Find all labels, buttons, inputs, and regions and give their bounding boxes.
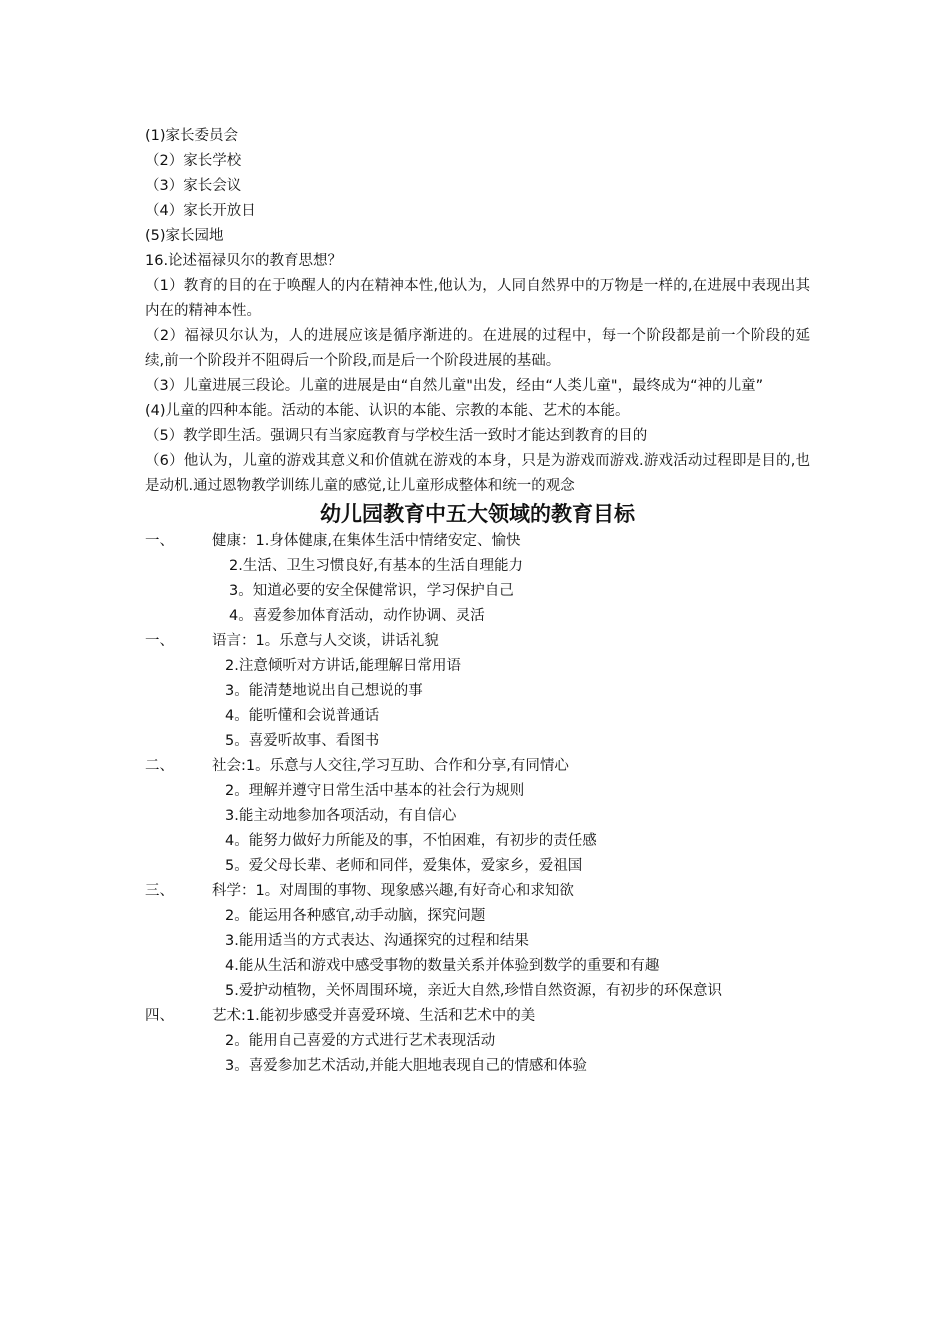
goal-item	[145, 1054, 810, 1079]
goal-text: 3.能主动地参加各项活动，有自信心	[225, 808, 457, 824]
domain-number: 一、	[145, 533, 174, 549]
goal-text: 2。理解并遵守日常生活中基本的社会行为规则	[225, 783, 525, 799]
goal-item	[145, 679, 810, 704]
list-item: （2）家长学校	[145, 153, 242, 169]
goal-item	[145, 779, 810, 804]
domain-society	[145, 754, 810, 879]
goal-text: 5。爱父母长辈、老师和同伴，爱集体，爱家乡，爱祖国	[225, 858, 583, 874]
goal-item	[145, 1029, 810, 1054]
goal-item	[145, 904, 810, 929]
list-item: (1)家长委员会	[145, 128, 239, 144]
goal-text: 3.能用适当的方式表达、沟通探究的过程和结果	[225, 933, 529, 949]
goal-item	[145, 804, 810, 829]
domain-number: 一、	[145, 633, 174, 649]
goal-text: 2.生活、卫生习惯良好,有基本的生活自理能力	[229, 558, 523, 574]
domain-science	[145, 879, 810, 1004]
goal-item	[145, 704, 810, 729]
goal-text: 4.能从生活和游戏中感受事物的数量关系并体验到数学的重要和有趣	[225, 958, 660, 974]
domain-lead-row	[145, 754, 810, 779]
goal-item	[145, 929, 810, 954]
answer-paragraph: (4)儿童的四种本能。活动的本能、认识的本能、宗教的本能、艺术的本能。	[145, 403, 630, 419]
domain-art	[145, 1004, 810, 1079]
goal-item	[145, 729, 810, 754]
goal-text: 4。喜爱参加体育活动，动作协调、灵活	[229, 608, 485, 624]
list-item: (5)家长园地	[145, 228, 224, 244]
domain-lead: 健康：1.身体健康,在集体生活中情绪安定、愉快	[212, 533, 521, 549]
goal-text: 4。能听懂和会说普通话	[225, 708, 380, 724]
goal-text: 3。知道必要的安全保健常识，学习保护自己	[229, 583, 514, 599]
goal-item	[145, 604, 810, 629]
domain-lead-row	[145, 629, 810, 654]
domain-lead: 社会:1。乐意与人交往,学习互助、合作和分享,有同情心	[212, 758, 569, 774]
goal-item	[145, 654, 810, 679]
document-body	[145, 124, 810, 1079]
domain-lead-row	[145, 529, 810, 554]
domain-language	[145, 629, 810, 754]
domain-number: 三、	[145, 883, 174, 899]
answer-paragraph: （1）教育的目的在于唤醒人的内在精神本性,他认为，人同自然界中的万物是一样的,在进展中表现出其内在的精神本性。	[145, 278, 810, 319]
goal-text: 2。能运用各种感官,动手动脑，探究问题	[225, 908, 486, 924]
goal-text: 3。喜爱参加艺术活动,并能大胆地表现自己的情感和体验	[225, 1058, 587, 1074]
goal-item	[145, 954, 810, 979]
goal-item	[145, 554, 810, 579]
answer-paragraph: （6）他认为，儿童的游戏其意义和价值就在游戏的本身，只是为游戏而游戏.游戏活动过程即是目的,也是动机.通过恩物教学训练儿童的感觉,让儿童形成整体和统一的观念	[145, 453, 810, 494]
domain-lead-row	[145, 1004, 810, 1029]
answer-paragraph: （3）儿童进展三段论。儿童的进展是由“自然儿童"出发，经由“人类儿童"，最终成为“神的儿童”	[145, 378, 764, 394]
domain-lead: 科学：1。对周围的事物、现象感兴趣,有好奇心和求知欲	[212, 883, 574, 899]
goal-text: 5。喜爱听故事、看图书	[225, 733, 380, 749]
question-heading: 16.论述福禄贝尔的教育思想？	[145, 253, 343, 269]
list-item: （4）家长开放日	[145, 203, 256, 219]
goal-text: 2.注意倾听对方讲话,能理解日常用语	[225, 658, 461, 674]
goal-item	[145, 579, 810, 604]
domain-number: 二、	[145, 758, 174, 774]
section-title: 幼儿园教育中五大领域的教育目标	[320, 502, 635, 526]
goal-text: 4。能努力做好力所能及的事，不怕困难，有初步的责任感	[225, 833, 597, 849]
domain-health	[145, 529, 810, 629]
goal-item	[145, 854, 810, 879]
goal-text: 5.爱护动植物，关怀周围环境，亲近大自然,珍惜自然资源，有初步的环保意识	[225, 983, 722, 999]
domain-lead: 艺术:1.能初步感受并喜爱环境、生活和艺术中的美	[212, 1008, 536, 1024]
domain-number: 四、	[145, 1008, 174, 1024]
domain-lead-row	[145, 879, 810, 904]
goal-text: 3。能清楚地说出自己想说的事	[225, 683, 423, 699]
goal-item	[145, 979, 810, 1004]
goal-item	[145, 829, 810, 854]
answer-paragraph: （5）教学即生活。强调只有当家庭教育与学校生活一致时才能达到教育的目的	[145, 428, 648, 444]
list-item: （3）家长会议	[145, 178, 242, 194]
answer-paragraph: （2）福禄贝尔认为，人的进展应该是循序渐进的。在进展的过程中，每一个阶段都是前一个阶段的延续,前一个阶段并不阻碍后一个阶段,而是后一个阶段进展的基础。	[145, 328, 810, 369]
answer-list	[145, 274, 810, 499]
domain-lead: 语言：1。乐意与人交谈，讲话礼貌	[212, 633, 439, 649]
goal-text: 2。能用自己喜爱的方式进行艺术表现活动	[225, 1033, 496, 1049]
parent-items-list	[145, 124, 810, 249]
